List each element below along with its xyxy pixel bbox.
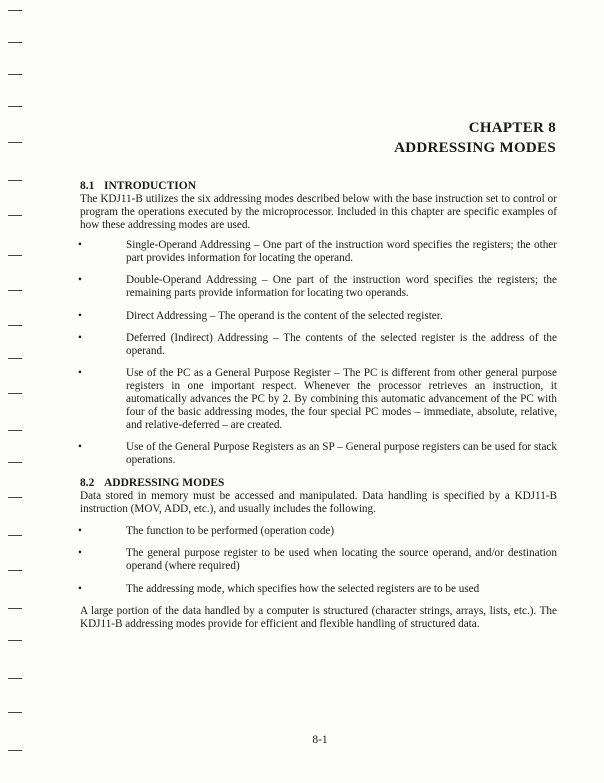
paragraph: The KDJ11-B utilizes the six addressing modes described below with the base instruction set to control or program the operations executed by the microprocessor. Included in this chapter are specific examples of how these addressing modes are used. [80,193,557,231]
section-title: ADDRESSING MODES [104,477,225,489]
bullet-icon: • [78,367,82,379]
section-number: 8.1 [80,180,95,192]
margin-mark [8,10,22,11]
section-heading [80,180,557,193]
margin-mark [8,678,22,679]
bullet-icon: • [78,525,82,537]
chapter-label: CHAPTER 8 [468,120,556,136]
chapter-title: ADDRESSING MODES [394,140,556,156]
margin-mark [8,142,22,143]
bullet-icon: • [78,547,82,559]
margin-mark [8,358,22,359]
margin-mark [8,430,22,431]
margin-mark [8,608,22,609]
section-title: INTRODUCTION [104,180,197,192]
section-number: 8.2 [80,477,95,489]
margin-mark [8,462,22,463]
margin-mark [8,215,22,216]
margin-mark [8,325,22,326]
margin-mark [8,106,22,107]
bullet-icon: • [78,239,82,251]
margin-mark [8,570,22,571]
margin-mark [8,497,22,498]
margin-mark [8,255,22,256]
margin-mark [8,535,22,536]
paragraph: Data stored in memory must be accessed and manipulated. Data handling is specified by a KDJ11-B instruction (MOV, ADD, etc.), and usually includes the following. [80,490,557,515]
margin-mark [8,290,22,291]
bullet-icon: • [78,583,82,595]
margin-mark [8,42,22,43]
margin-mark [8,393,22,394]
bullet-icon: • [78,274,82,286]
bullet-icon: • [78,332,82,344]
margin-mark [8,750,22,751]
paragraph: A large portion of the data handled by a computer is structured (character strings, arrays, lists, etc.). The KDJ11-B addressing modes provide for efficient and flexible handling of structured data. [80,605,557,630]
margin-mark [8,180,22,181]
margin-mark [8,712,22,713]
page-number: 8-1 [312,734,328,746]
section-heading [80,477,557,490]
bullet-icon: • [78,310,82,322]
margin-mark [8,74,22,75]
margin-mark [8,640,22,641]
bullet-icon: • [78,441,82,453]
